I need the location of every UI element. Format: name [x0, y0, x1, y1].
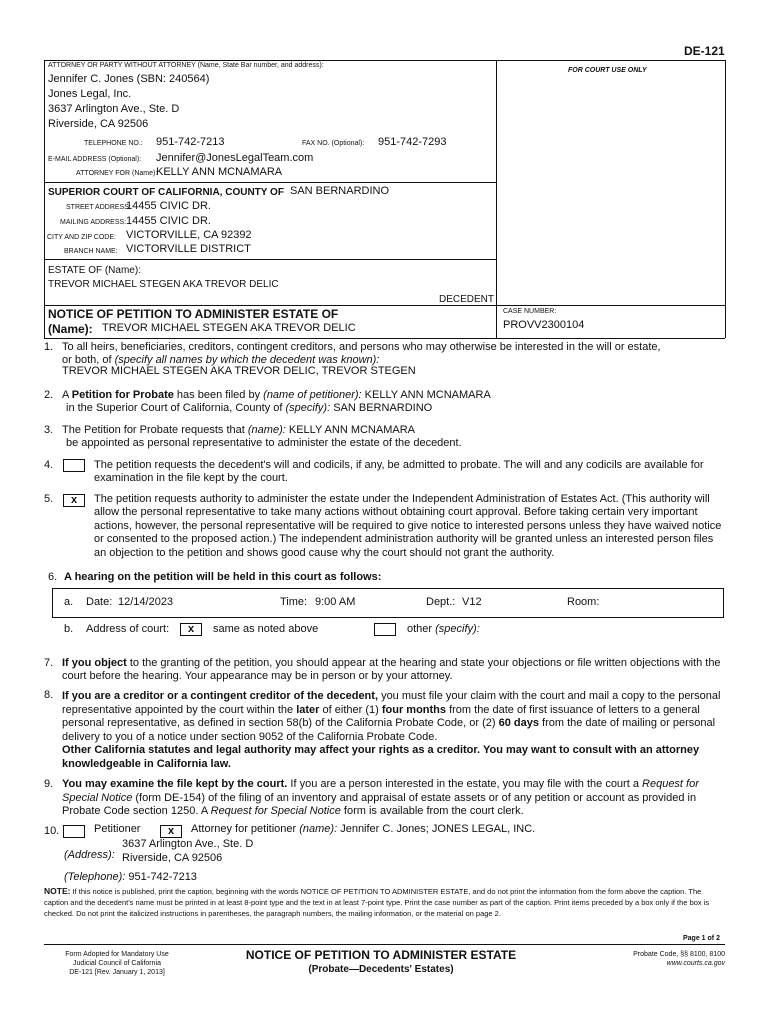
item-3-italic: (name):: [247, 424, 286, 436]
note: [44, 886, 720, 919]
item-10-telephone-value[interactable]: 951-742-7213: [128, 871, 197, 883]
hearing-date[interactable]: 12/14/2023: [118, 596, 174, 608]
item-7-body: to the granting of the petition, you should appear at the hearing and state your objections or file written objections with the court before the hearing. Your appearance may be in person or by your attorney.: [62, 657, 721, 682]
decedent-label: DECEDENT: [439, 294, 495, 305]
hearing-dept-label: Dept.:: [426, 596, 456, 608]
item-8-number: 8.: [44, 689, 54, 701]
estate-name[interactable]: TREVOR MICHAEL STEGEN AKA TREVOR DELIC: [48, 279, 279, 290]
petitioner-label: Petitioner: [94, 823, 141, 835]
fax-label: FAX NO. (Optional):: [302, 140, 365, 147]
item-2-a: A: [62, 389, 69, 401]
attorney-checkbox[interactable]: x: [160, 825, 182, 838]
item-8-text: [62, 690, 724, 772]
notice-title: NOTICE OF PETITION TO ADMINISTER ESTATE OF: [48, 307, 339, 321]
item-10-address-1[interactable]: 3637 Arlington Ave., Ste. D: [122, 838, 254, 850]
item-8-body-a: you must file your claim with the court and mail a copy to the personal representative appointed by the court within the: [62, 690, 721, 716]
hearing-dept[interactable]: V12: [462, 596, 482, 608]
attorney-for-petitioner-label: Attorney for petitioner: [191, 823, 297, 835]
item-7-text: [62, 657, 724, 683]
other-specify: (specify):: [435, 623, 480, 635]
item-1-instruction: (specify all names by which the decedent was known):: [114, 354, 380, 366]
form-id: DE-121: [684, 44, 725, 58]
email-value[interactable]: Jennifer@JonesLegalTeam.com: [156, 152, 314, 164]
court-section-divider: [44, 182, 496, 183]
item-8-later: later: [296, 703, 320, 716]
item-10-name-label: (name):: [299, 823, 338, 835]
telephone-label: TELEPHONE NO.:: [84, 140, 143, 147]
footer-title: NOTICE OF PETITION TO ADMINISTER ESTATE: [245, 948, 517, 962]
fax-value[interactable]: 951-742-7293: [378, 136, 447, 148]
title-name-label: (Name):: [48, 322, 93, 336]
item-1-or-both: or both, of: [62, 354, 112, 366]
item-2-line-2-italic: (specify):: [285, 402, 331, 414]
item-9-body-a: If you are a person interested in the estate, you may file with the court a: [290, 778, 639, 790]
footer-code-block: [560, 950, 725, 968]
item-2-number: 2.: [44, 389, 54, 401]
title-name[interactable]: TREVOR MICHAEL STEGEN AKA TREVOR DELIC: [102, 322, 356, 334]
attorney-for-label: ATTORNEY FOR (Name):: [76, 170, 158, 177]
item-10-number: 10.: [44, 825, 60, 837]
item-9-body-b: (form DE-154) of the filing of an inventory and appraisal of estate assets or of any petition or account as provided in Probate Code section 1250. A: [62, 791, 697, 818]
note-text: If this notice is published, print the caption, beginning with the words NOTICE OF PETITION TO ADMINISTER ESTATE, and do not print the information from the form above the caption. The caption and the decedent's name must be printed in at least 8-point type and the text in at least 7-point type. Print the case number as part of the caption. Print items preceded by a box only if the box is checked. Do not print the italicized instructions in parentheses, the paragraph numbers, the mailing information, or the material on page 2.: [44, 887, 710, 918]
item-3-line-1: [62, 424, 415, 436]
item-6b-letter: b.: [64, 623, 74, 635]
footer-subtitle: (Probate—Decedents' Estates): [308, 964, 454, 975]
item-9-italic-1: Request for Special Notice: [62, 778, 699, 804]
hearing-room-label: Room:: [567, 596, 600, 608]
adopted-line: Form Adopted for Mandatory Use: [65, 951, 169, 958]
attorney-label: ATTORNEY OR PARTY WITHOUT ATTORNEY (Name, State Bar number, and address):: [48, 62, 324, 69]
item-8-body-c: from the date of first issuance of letters to a general personal representative, as defined in section 58(b) of the California Probate Code, or (2): [62, 703, 700, 730]
case-number[interactable]: PROVV2300104: [503, 319, 585, 331]
item-2-value[interactable]: KELLY ANN MCNAMARA: [364, 389, 491, 401]
item-9-body-c: form is available from the court clerk.: [343, 805, 524, 818]
adopted-line: DE-121 [Rev. January 1, 2013]: [69, 969, 165, 976]
hearing-time[interactable]: 9:00 AM: [315, 596, 356, 608]
item-3-value[interactable]: KELLY ANN MCNAMARA: [288, 424, 415, 436]
item-10-telephone: [64, 871, 197, 883]
item-6-number: 6.: [48, 571, 58, 583]
item-1-text-a: To all heirs, beneficiaries, creditors, contingent creditors, and persons who may otherwise be interested in the will or estate,: [62, 341, 661, 353]
item-6-text: A hearing on the petition will be held in this court as follows:: [64, 571, 382, 583]
other-address-checkbox[interactable]: [374, 623, 396, 636]
item-8-body-b: of either (1): [322, 703, 379, 716]
attorney-line: Riverside, CA 92506: [48, 118, 149, 130]
item-3-number: 3.: [44, 424, 54, 436]
item-2-line-2: [66, 402, 432, 414]
item-10-address-2[interactable]: Riverside, CA 92506: [122, 852, 223, 864]
item-8-bold-2: Other California statutes and legal authority may affect your rights as a creditor. You may want to consult with an attorney knowledgeable in California law.: [62, 744, 700, 770]
item-10-name[interactable]: Jennifer C. Jones; JONES LEGAL, INC.: [340, 823, 536, 835]
city-value[interactable]: VICTORVILLE, CA 92392: [126, 229, 252, 241]
petitioner-checkbox[interactable]: [63, 825, 85, 838]
item-2-bold: Petition for Probate: [71, 389, 174, 401]
courts-website[interactable]: www.courts.ca.gov: [666, 960, 725, 967]
other-label: other: [407, 623, 433, 635]
address-of-court-label: Address of court:: [86, 623, 170, 635]
attorney-for-value[interactable]: KELLY ANN MCNAMARA: [156, 166, 283, 178]
note-label: NOTE:: [44, 886, 71, 896]
item-10-attorney: [191, 823, 535, 835]
item-3-a: The Petition for Probate requests that: [62, 424, 245, 436]
item-2-line-1: [62, 389, 491, 401]
street-label: STREET ADDRESS:: [66, 204, 131, 211]
item-4-text: The petition requests the decedent's will and codicils, if any, be admitted to probate. The will and any codicils are available for examination in the file kept by the court.: [94, 459, 704, 484]
item-7-number: 7.: [44, 657, 54, 669]
telephone-value[interactable]: 951-742-7213: [156, 136, 225, 148]
same-address-label: same as noted above: [213, 623, 319, 635]
header-right-border: [725, 60, 726, 338]
item-2-italic: (name of petitioner):: [263, 389, 362, 401]
branch-value[interactable]: VICTORVILLE DISTRICT: [126, 243, 251, 255]
estate-section-divider: [44, 259, 496, 260]
county-value[interactable]: SAN BERNARDINO: [290, 185, 390, 197]
court-use-divider: [496, 60, 497, 338]
estate-label: ESTATE OF (Name):: [48, 265, 141, 276]
street-value[interactable]: 14455 CIVIC DR.: [126, 200, 211, 212]
attorney-block[interactable]: [48, 72, 209, 132]
item-10-address-label: (Address):: [64, 849, 115, 861]
court-use-label: FOR COURT USE ONLY: [568, 67, 647, 74]
item-2-county[interactable]: SAN BERNARDINO: [333, 402, 433, 414]
header-left-border: [44, 60, 45, 338]
item-9-number: 9.: [44, 778, 54, 790]
item-7-bold: If you object: [62, 657, 127, 669]
item-4-number: 4.: [44, 459, 54, 471]
branch-label: BRANCH NAME:: [64, 248, 118, 255]
hearing-date-label: Date:: [86, 596, 113, 608]
attorney-line: Jones Legal, Inc.: [48, 88, 132, 100]
item-2-line-2-text: in the Superior Court of California, County of: [66, 402, 283, 414]
item-9-bold: You may examine the file kept by the court.: [62, 778, 288, 790]
item-2-b: has been filed by: [176, 389, 261, 401]
email-label: E-MAIL ADDRESS (Optional):: [48, 156, 142, 163]
page-number: Page 1 of 2: [683, 935, 720, 942]
attorney-line: Jennifer C. Jones (SBN: 240564): [48, 73, 210, 85]
mailing-value[interactable]: 14455 CIVIC DR.: [126, 215, 211, 227]
title-section-divider: [44, 305, 725, 306]
footer-divider: [44, 944, 725, 945]
mailing-label: MAILING ADDRESS:: [60, 219, 127, 226]
item-9-italic-2: Request for Special Notice: [210, 805, 341, 818]
item-8-bold: If you are a creditor or a contingent creditor of the decedent,: [62, 690, 378, 702]
court-label: SUPERIOR COURT OF CALIFORNIA, COUNTY OF: [48, 187, 284, 198]
item-1-value[interactable]: TREVOR MICHAEL STEGEN AKA TREVOR DELIC, TREVOR STEGEN: [62, 365, 416, 377]
item-5-number: 5.: [44, 493, 54, 505]
item-8-sixty-days: 60 days: [498, 717, 539, 730]
header-bottom-border: [44, 338, 725, 339]
adopted-block: [44, 950, 190, 977]
item-5-checkbox[interactable]: x: [63, 494, 85, 507]
same-address-checkbox[interactable]: x: [180, 623, 202, 636]
other-address-label: [407, 623, 480, 635]
item-6a-letter: a.: [64, 596, 74, 608]
item-10-telephone-label: (Telephone):: [64, 871, 126, 883]
adopted-line: Judicial Council of California: [73, 960, 161, 967]
item-9-text: [62, 778, 724, 819]
hearing-time-label: Time:: [280, 596, 308, 608]
header-top-border: [44, 60, 725, 61]
item-3-line-2: be appointed as personal representative to administer the estate of the decedent.: [66, 437, 462, 449]
city-label: CITY AND ZIP CODE:: [47, 234, 116, 241]
item-8-four-months: four months: [381, 703, 447, 716]
attorney-line: 3637 Arlington Ave., Ste. D: [48, 103, 180, 115]
item-1-number: 1.: [44, 341, 54, 353]
case-number-label: CASE NUMBER:: [503, 308, 557, 315]
item-4-checkbox[interactable]: [63, 459, 85, 472]
item-8-body-d: from the date of mailing or personal delivery to you of a notice under section 9052 of the California Probate Code.: [62, 717, 716, 743]
probate-code: Probate Code, §§ 8100, 8100: [633, 951, 725, 958]
item-5-text: The petition requests authority to administer the estate under the Independent Administration of Estates Act. (This authority will allow the personal representative to take many actions without obtaining court approval. Before taking certain very important actions, however, the personal representative will be required to give notice to interested persons unless they have waived notice or consented to the proposed action.) The independent administration authority will be granted unless an interested person files an objection to the petition and shows good cause why the court should not grant the authority.: [94, 493, 722, 559]
